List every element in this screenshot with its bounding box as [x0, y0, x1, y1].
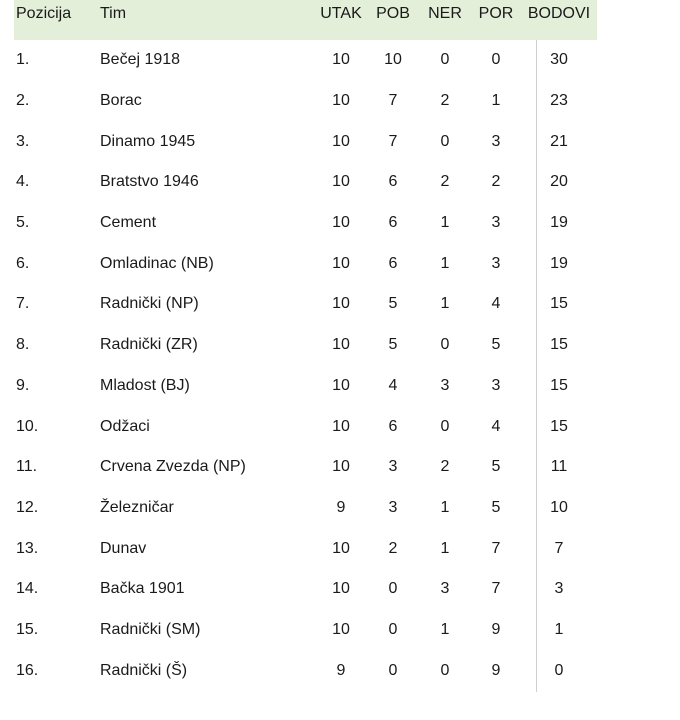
cell-position: 7.: [16, 295, 30, 313]
cell-por: 7: [491, 580, 501, 598]
cell-utak: 9: [336, 498, 346, 516]
table-row: [14, 610, 597, 651]
cell-position: 5.: [16, 214, 30, 232]
cell-por: 5: [491, 498, 501, 516]
cell-ner: 1: [440, 295, 450, 313]
cell-position: 6.: [16, 254, 30, 272]
cell-pob: 4: [388, 376, 398, 394]
cell-ner: 2: [440, 92, 450, 110]
cell-ner: 2: [440, 458, 450, 476]
header-ner: NER: [428, 5, 462, 22]
cell-bodovi: 21: [550, 132, 568, 150]
cell-team: Crvena Zvezda (NP): [100, 458, 246, 476]
cell-ner: 1: [440, 498, 450, 516]
standings-table: [14, 0, 597, 691]
cell-utak: 10: [332, 295, 350, 313]
cell-team: Odžaci: [100, 417, 150, 435]
cell-team: Borac: [100, 92, 142, 110]
cell-por: 3: [491, 214, 501, 232]
cell-position: 13.: [16, 539, 39, 557]
cell-team: Radnički (Š): [100, 661, 188, 679]
cell-por: 4: [491, 295, 501, 313]
cell-ner: 1: [440, 620, 450, 638]
cell-ner: 2: [440, 173, 450, 191]
cell-pob: 5: [388, 336, 398, 354]
cell-ner: 0: [440, 336, 450, 354]
cell-pob: 0: [388, 580, 398, 598]
cell-team: Dinamo 1945: [100, 132, 196, 150]
cell-pob: 6: [388, 254, 398, 272]
cell-bodovi: 19: [550, 254, 568, 272]
cell-pob: 7: [388, 92, 398, 110]
header-bodovi: BODOVI: [527, 5, 591, 22]
cell-position: 14.: [16, 580, 39, 598]
cell-por: 3: [491, 376, 501, 394]
cell-team: Bratstvo 1946: [100, 173, 199, 191]
cell-por: 3: [491, 132, 501, 150]
cell-utak: 10: [332, 51, 350, 69]
cell-por: 7: [491, 539, 501, 557]
table-row: [14, 406, 597, 447]
header-pob: POB: [376, 5, 410, 22]
cell-pob: 3: [388, 498, 398, 516]
cell-bodovi: 23: [550, 92, 568, 110]
table-row: [14, 243, 597, 284]
cell-utak: 10: [332, 458, 350, 476]
cell-bodovi: 15: [550, 417, 568, 435]
cell-ner: 0: [440, 132, 450, 150]
cell-team: Železničar: [100, 498, 174, 516]
cell-pob: 6: [388, 173, 398, 191]
cell-utak: 10: [332, 620, 350, 638]
cell-pob: 0: [388, 620, 398, 638]
cell-position: 15.: [16, 620, 39, 638]
cell-position: 3.: [16, 132, 30, 150]
cell-por: 5: [491, 336, 501, 354]
table-row: [14, 81, 597, 122]
cell-pob: 5: [388, 295, 398, 313]
cell-bodovi: 0: [554, 661, 564, 679]
cell-por: 5: [491, 458, 501, 476]
cell-pob: 0: [388, 661, 398, 679]
cell-utak: 10: [332, 336, 350, 354]
cell-team: Radnički (SM): [100, 620, 201, 638]
cell-pob: 6: [388, 214, 398, 232]
cell-por: 3: [491, 254, 501, 272]
header-por: POR: [478, 5, 514, 22]
cell-utak: 10: [332, 376, 350, 394]
cell-team: Dunav: [100, 539, 147, 557]
cell-por: 0: [491, 51, 501, 69]
cell-bodovi: 15: [550, 295, 568, 313]
table-header: [14, 0, 597, 40]
table-row: [14, 284, 597, 325]
table-row: [14, 325, 597, 366]
cell-bodovi: 15: [550, 376, 568, 394]
cell-position: 11.: [16, 458, 38, 476]
cell-por: 2: [491, 173, 501, 191]
cell-por: 9: [491, 661, 501, 679]
table-row: [14, 121, 597, 162]
cell-pob: 2: [388, 539, 398, 557]
cell-por: 9: [491, 620, 501, 638]
cell-pob: 10: [384, 51, 402, 69]
cell-team: Mladost (BJ): [100, 376, 190, 394]
cell-utak: 10: [332, 132, 350, 150]
cell-team: Cement: [100, 214, 157, 232]
cell-ner: 1: [440, 254, 450, 272]
cell-ner: 0: [440, 51, 450, 69]
cell-bodovi: 3: [554, 580, 564, 598]
cell-pob: 6: [388, 417, 398, 435]
cell-bodovi: 19: [550, 214, 568, 232]
cell-position: 10.: [16, 417, 39, 435]
table-body: [14, 40, 597, 691]
header-pozicija: Pozicija: [16, 5, 72, 22]
cell-bodovi: 20: [550, 173, 568, 191]
table-row: [14, 488, 597, 529]
cell-por: 1: [491, 92, 501, 110]
cell-position: 12.: [16, 498, 39, 516]
cell-bodovi: 30: [550, 51, 568, 69]
cell-team: Radnički (NP): [100, 295, 199, 313]
cell-utak: 10: [332, 417, 350, 435]
cell-utak: 10: [332, 254, 350, 272]
cell-position: 9.: [16, 376, 30, 394]
column-divider: [536, 40, 537, 692]
table-row: [14, 528, 597, 569]
table-row: [14, 203, 597, 244]
cell-ner: 1: [440, 214, 450, 232]
cell-pob: 3: [388, 458, 398, 476]
cell-position: 8.: [16, 336, 30, 354]
cell-utak: 10: [332, 539, 350, 557]
cell-ner: 0: [440, 661, 450, 679]
cell-position: 1.: [16, 51, 30, 69]
cell-pob: 7: [388, 132, 398, 150]
cell-bodovi: 10: [550, 498, 568, 516]
cell-utak: 10: [332, 92, 350, 110]
cell-team: Bečej 1918: [100, 51, 181, 69]
cell-utak: 10: [332, 214, 350, 232]
header-tim: Tim: [100, 5, 127, 22]
cell-position: 4.: [16, 173, 30, 191]
cell-utak: 10: [332, 580, 350, 598]
cell-team: Radnički (ZR): [100, 336, 198, 354]
cell-bodovi: 1: [554, 620, 564, 638]
header-utak: UTAK: [320, 5, 362, 22]
cell-por: 4: [491, 417, 501, 435]
cell-bodovi: 11: [550, 458, 568, 476]
table-row: [14, 366, 597, 407]
table-row: [14, 569, 597, 610]
cell-team: Bačka 1901: [100, 580, 185, 598]
cell-team: Omladinac (NB): [100, 254, 214, 272]
table-row: [14, 447, 597, 488]
table-row: [14, 650, 597, 691]
cell-bodovi: 7: [554, 539, 564, 557]
cell-utak: 9: [336, 661, 346, 679]
cell-utak: 10: [332, 173, 350, 191]
cell-position: 2.: [16, 92, 30, 110]
cell-ner: 0: [440, 417, 450, 435]
cell-ner: 1: [440, 539, 450, 557]
cell-ner: 3: [440, 376, 450, 394]
table-row: [14, 40, 597, 81]
table-row: [14, 162, 597, 203]
cell-position: 16.: [16, 661, 39, 679]
cell-ner: 3: [440, 580, 450, 598]
cell-bodovi: 15: [550, 336, 568, 354]
